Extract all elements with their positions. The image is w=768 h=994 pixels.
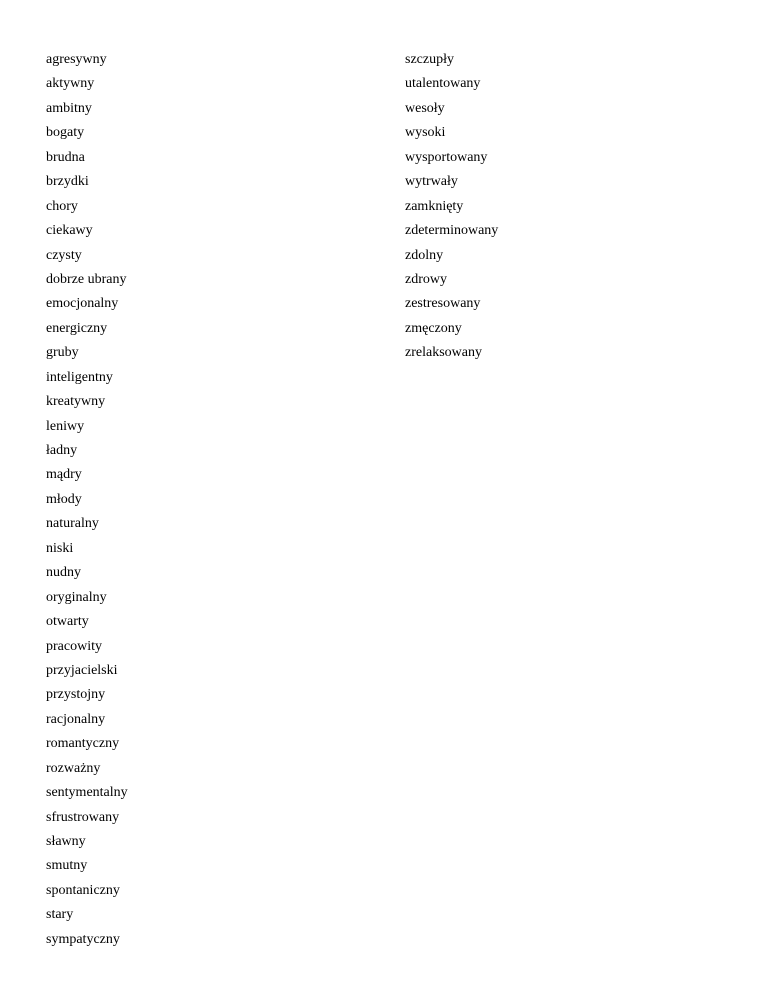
word-item: kreatywny [46,394,106,410]
word-item: zestresowany [405,296,481,312]
word-item: wysoki [405,125,446,141]
word-item: sfrustrowany [46,809,120,825]
word-item: niski [46,540,74,556]
word-item: wytrwały [405,174,458,190]
word-item: ładny [46,443,78,458]
word-item: sentymentalny [46,785,128,801]
word-item: szczupły [405,52,454,67]
word-item: sławny [46,834,86,849]
word-item: brzydki [46,174,89,190]
word-item: mądry [46,467,82,483]
word-item: czysty [46,247,82,263]
word-item: gruby [46,345,79,361]
word-item: spontaniczny [46,882,120,898]
word-item: bogaty [46,125,85,141]
word-item: otwarty [46,614,89,630]
word-item: brudna [46,149,85,165]
word-item: młody [46,491,82,507]
word-item: aktywny [46,76,95,92]
word-item: przyjacielski [46,662,118,678]
word-item: inteligentny [46,369,113,385]
word-item: zdolny [405,247,444,263]
word-item: zdeterminowany [405,223,499,239]
word-item: wesoły [405,100,445,116]
word-item: przystojny [46,687,106,703]
word-item: sympatyczny [46,931,120,947]
word-list-left [46,48,128,952]
word-item: rozważny [46,760,101,776]
word-item: racjonalny [46,711,106,727]
word-item: utalentowany [405,76,481,92]
word-item: smutny [46,858,88,874]
word-item: romantyczny [46,736,120,752]
word-item: leniwy [46,418,85,434]
word-item: ciekawy [46,223,93,239]
word-item: chory [46,198,78,214]
word-item: nudny [46,565,81,581]
word-item: zdrowy [405,271,447,287]
word-item: naturalny [46,516,99,532]
word-item: zamknięty [405,198,464,214]
word-list-right [405,48,498,366]
word-item: stary [46,907,74,923]
word-item: dobrze ubrany [46,271,127,287]
word-item: zrelaksowany [405,345,482,361]
word-item: pracowity [46,638,102,654]
word-item: ambitny [46,100,92,116]
word-item: agresywny [46,52,107,67]
word-item: wysportowany [405,149,488,165]
word-item: energiczny [46,320,108,336]
word-item: emocjonalny [46,296,119,312]
word-item: zmęczony [405,320,462,336]
word-item: oryginalny [46,589,107,605]
